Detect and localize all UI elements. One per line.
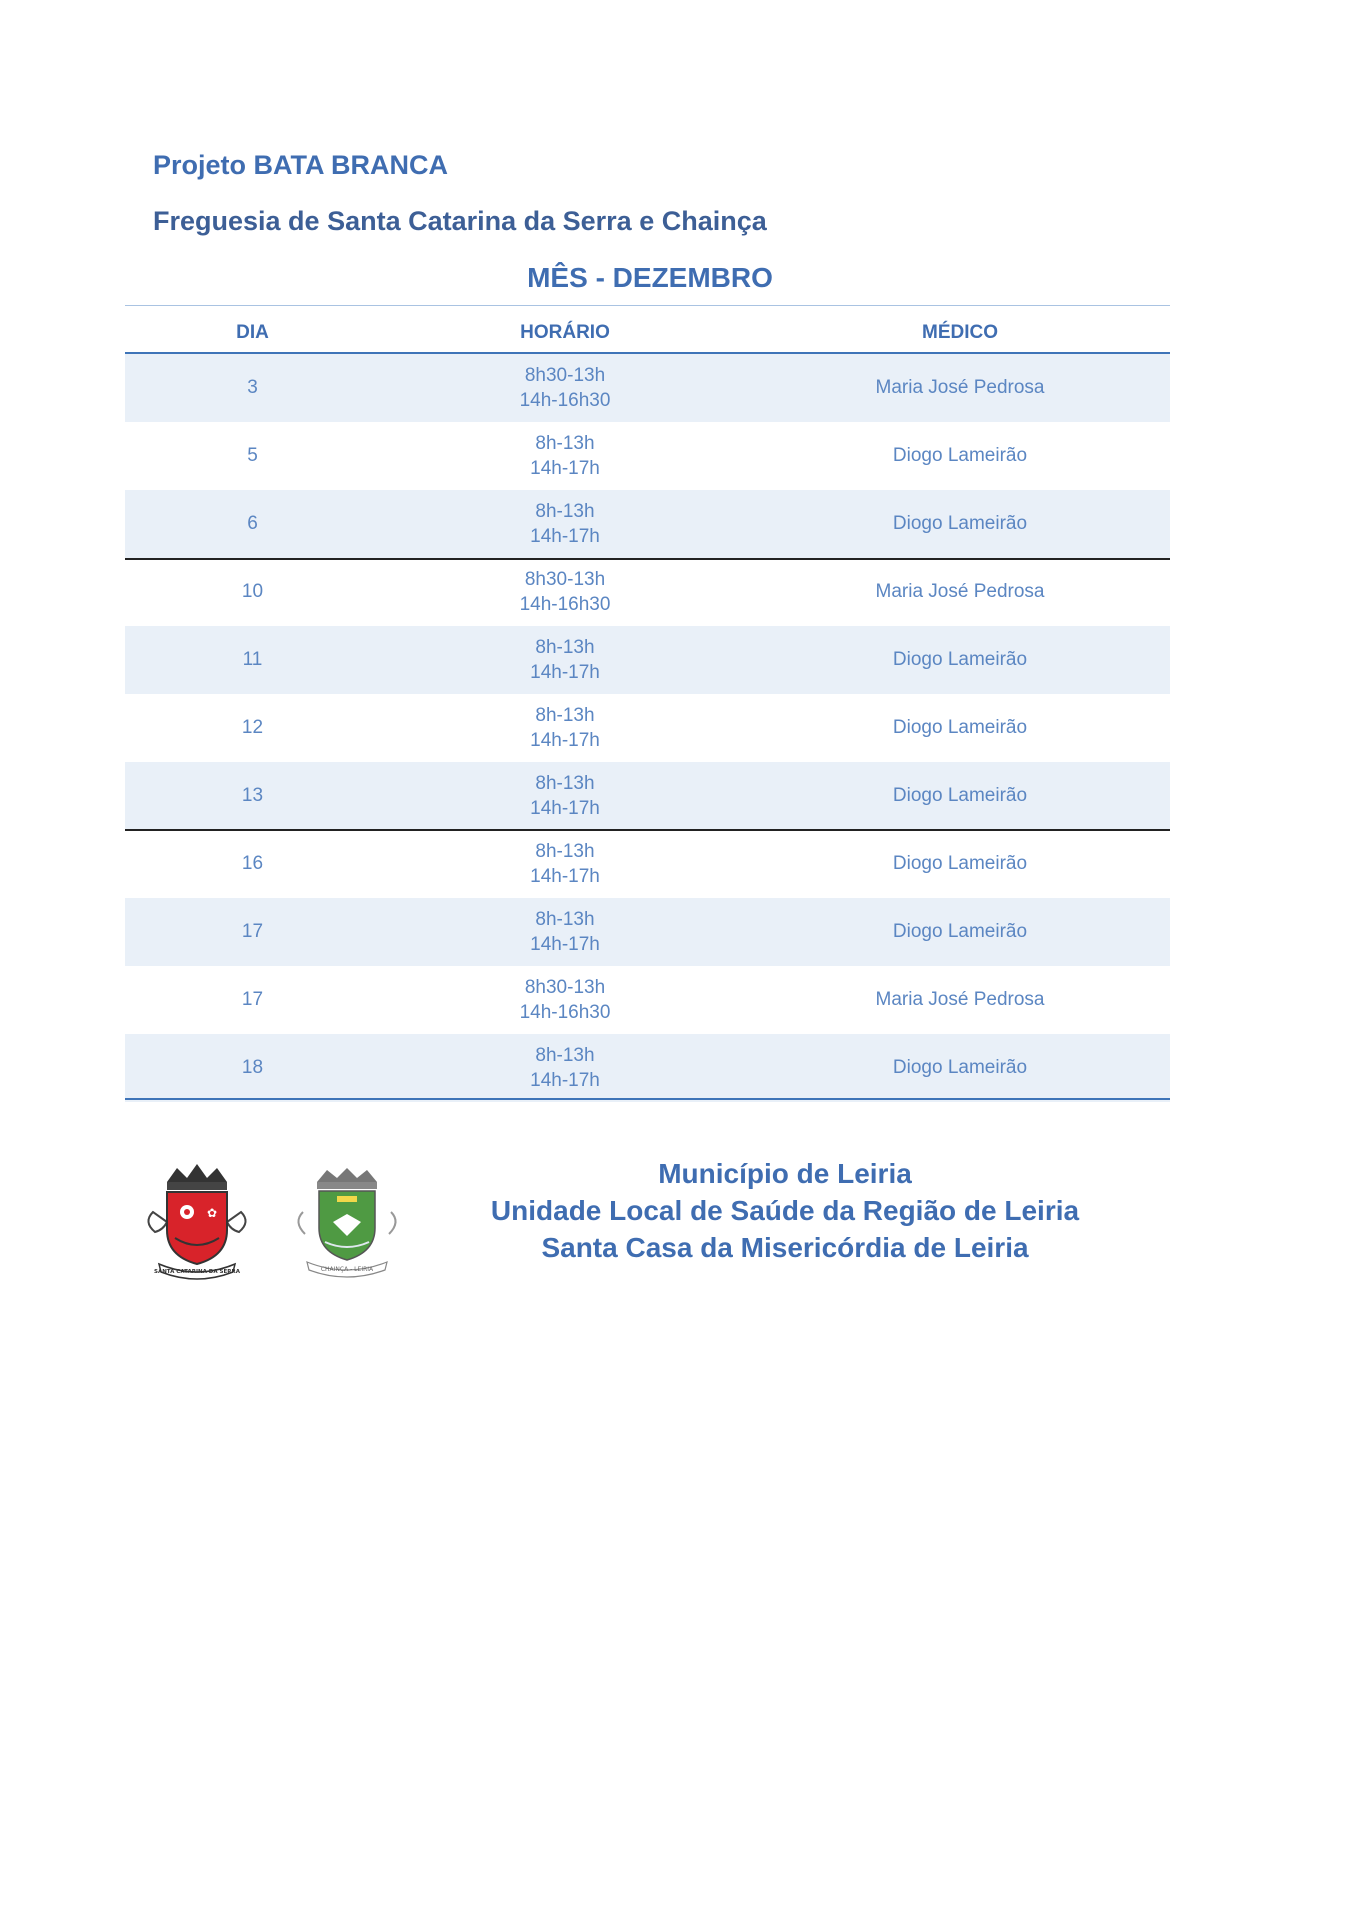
table-row: [125, 626, 1170, 694]
table-header: [125, 322, 1170, 350]
horario-afternoon: 14h-17h: [530, 662, 600, 683]
cell-medico: Diogo Lameirão: [892, 785, 1028, 806]
cell-horario: [380, 694, 750, 762]
parish-title: Freguesia de Santa Catarina da Serra e Chainça: [153, 206, 767, 236]
horario-afternoon: 14h-17h: [530, 458, 600, 479]
horario-afternoon: 14h-16h30: [519, 594, 611, 615]
cell-medico: Diogo Lameirão: [892, 853, 1028, 874]
cell-dia: 18: [241, 1057, 264, 1078]
cell-horario: [380, 354, 750, 422]
horario-afternoon: 14h-17h: [530, 730, 600, 751]
column-header-medico: MÉDICO: [922, 322, 998, 343]
horario-morning: 8h-13h: [535, 909, 595, 930]
horario-afternoon: 14h-17h: [530, 866, 600, 887]
cell-medico: Maria José Pedrosa: [875, 581, 1045, 602]
cell-medico: Diogo Lameirão: [892, 1057, 1028, 1078]
cell-horario: [380, 898, 750, 966]
cell-dia: 17: [241, 921, 264, 942]
cell-dia: 10: [241, 581, 264, 602]
horario-morning: 8h-13h: [535, 501, 595, 522]
table-row: [125, 558, 1170, 626]
column-header-dia: DIA: [236, 322, 269, 343]
cell-medico: Diogo Lameirão: [892, 445, 1028, 466]
cell-dia: 12: [241, 717, 264, 738]
coat-of-arms-chainca-icon: [285, 1160, 405, 1285]
cell-medico: Diogo Lameirão: [892, 649, 1028, 670]
horario-afternoon: 14h-17h: [530, 526, 600, 547]
horario-afternoon: 14h-16h30: [519, 1002, 611, 1023]
table-row: [125, 762, 1170, 830]
horario-morning: 8h-13h: [535, 637, 595, 658]
cell-dia: 3: [247, 377, 258, 398]
table-row: [125, 830, 1170, 898]
cell-dia: 11: [242, 649, 263, 670]
cell-dia: 13: [241, 785, 264, 806]
cell-medico: Diogo Lameirão: [892, 513, 1028, 534]
cell-horario: [380, 558, 750, 626]
svg-text:CHAINÇA - LEIRIA: CHAINÇA - LEIRIA: [320, 1266, 374, 1273]
cell-horario: [380, 966, 750, 1034]
table-row: [125, 1034, 1170, 1102]
parish-logos: [145, 1160, 410, 1285]
table-top-rule: [125, 305, 1170, 306]
table-row: [125, 898, 1170, 966]
cell-horario: [380, 830, 750, 898]
schedule-table-body: [125, 354, 1170, 1102]
week-separator-rule: [125, 829, 1170, 831]
cell-medico: Diogo Lameirão: [892, 717, 1028, 738]
table-row: [125, 966, 1170, 1034]
cell-medico: Diogo Lameirão: [892, 921, 1028, 942]
cell-horario: [380, 626, 750, 694]
footer-institutions: [455, 1155, 1115, 1266]
horario-morning: 8h-13h: [535, 1045, 595, 1066]
horario-morning: 8h-13h: [535, 841, 595, 862]
horario-morning: 8h-13h: [535, 773, 595, 794]
cell-dia: 16: [241, 853, 264, 874]
svg-text:SANTA CATARINA DA SERRA: SANTA CATARINA DA SERRA: [153, 1269, 241, 1275]
horario-morning: 8h30-13h: [524, 365, 606, 386]
footer-line-misericordia: Santa Casa da Misericórdia de Leiria: [541, 1232, 1029, 1263]
cell-dia: 17: [241, 989, 264, 1010]
horario-afternoon: 14h-17h: [530, 798, 600, 819]
cell-medico: Maria José Pedrosa: [875, 377, 1045, 398]
svg-text:✿: ✿: [207, 1206, 218, 1220]
horario-morning: 8h30-13h: [524, 569, 606, 590]
cell-dia: 5: [247, 445, 258, 466]
project-title: Projeto BATA BRANCA: [153, 150, 448, 180]
table-row: [125, 694, 1170, 762]
table-row: [125, 490, 1170, 558]
footer-line-uls: Unidade Local de Saúde da Região de Leiria: [490, 1195, 1080, 1226]
cell-horario: [380, 422, 750, 490]
cell-dia: 6: [247, 513, 258, 534]
cell-horario: [380, 1034, 750, 1102]
table-row: [125, 354, 1170, 422]
cell-medico: Maria José Pedrosa: [875, 989, 1045, 1010]
horario-morning: 8h-13h: [535, 433, 595, 454]
horario-afternoon: 14h-16h30: [519, 390, 611, 411]
footer-line-municipio: Município de Leiria: [658, 1158, 912, 1189]
cell-horario: [380, 762, 750, 830]
week-separator-rule: [125, 558, 1170, 560]
cell-horario: [380, 490, 750, 558]
table-row: [125, 422, 1170, 490]
horario-morning: 8h30-13h: [524, 977, 606, 998]
month-title: MÊS - DEZEMBRO: [527, 262, 773, 293]
column-header-horario: HORÁRIO: [520, 322, 610, 343]
horario-afternoon: 14h-17h: [530, 1070, 600, 1091]
horario-afternoon: 14h-17h: [530, 934, 600, 955]
table-bottom-rule: [125, 1098, 1170, 1100]
horario-morning: 8h-13h: [535, 705, 595, 726]
